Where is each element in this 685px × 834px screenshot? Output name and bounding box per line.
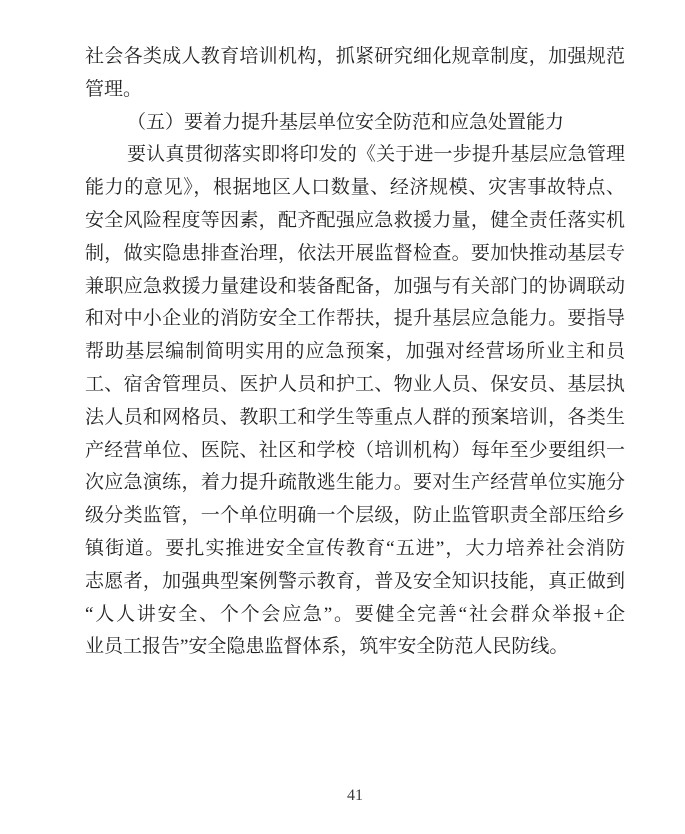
text-line: “人人讲安全、个个会应急”。要健全完善“社会群众举报+企 [85, 603, 625, 625]
text-line: 和对中小企业的消防安全工作帮扶，提升基层应急能力。要指导 [85, 308, 625, 330]
text-line: 工、宿舍管理员、医护人员和护工、物业人员、保安员、基层执 [85, 373, 625, 395]
text-line: 管理。 [85, 78, 143, 100]
text-line: 次应急演练，着力提升疏散逃生能力。要对生产经营单位实施分 [85, 472, 625, 494]
document-body [85, 41, 625, 664]
text-line: 法人员和网格员、教职工和学生等重点人群的预案培训，各类生 [85, 406, 625, 428]
text-line: 产经营单位、医院、社区和学校（培训机构）每年至少要组织一 [85, 439, 625, 461]
text-line: 安全风险程度等因素，配齐配强应急救援力量，健全责任落实机 [85, 209, 625, 231]
text-line: 要认真贯彻落实即将印发的《关于进一步提升基层应急管理 [127, 144, 625, 166]
text-line: 级分类监管，一个单位明确一个层级，防止监管职责全部压给乡 [85, 505, 625, 527]
section-heading: （五）要着力提升基层单位安全防范和应急处置能力 [127, 111, 565, 133]
text-line: 帮助基层编制简明实用的应急预案，加强对经营场所业主和员 [85, 341, 625, 363]
text-line: 能力的意见》，根据地区人口数量、经济规模、灾害事故特点、 [85, 177, 625, 199]
page-number: 41 [347, 787, 363, 804]
text-line: 社会各类成人教育培训机构，抓紧研究细化规章制度，加强规范 [85, 46, 625, 67]
text-line: 镇街道。要扎实推进安全宣传教育“五进”，大力培养社会消防 [85, 537, 625, 559]
text-line: 兼职应急救援力量建设和装备配备，加强与有关部门的协调联动 [85, 275, 625, 297]
text-line: 制，做实隐患排查治理，依法开展监督检查。要加快推动基层专 [85, 242, 625, 264]
text-line: 志愿者，加强典型案例警示教育，普及安全知识技能，真正做到 [85, 570, 625, 592]
text-line: 业员工报告”安全隐患监督体系，筑牢安全防范人民防线。 [85, 636, 569, 658]
